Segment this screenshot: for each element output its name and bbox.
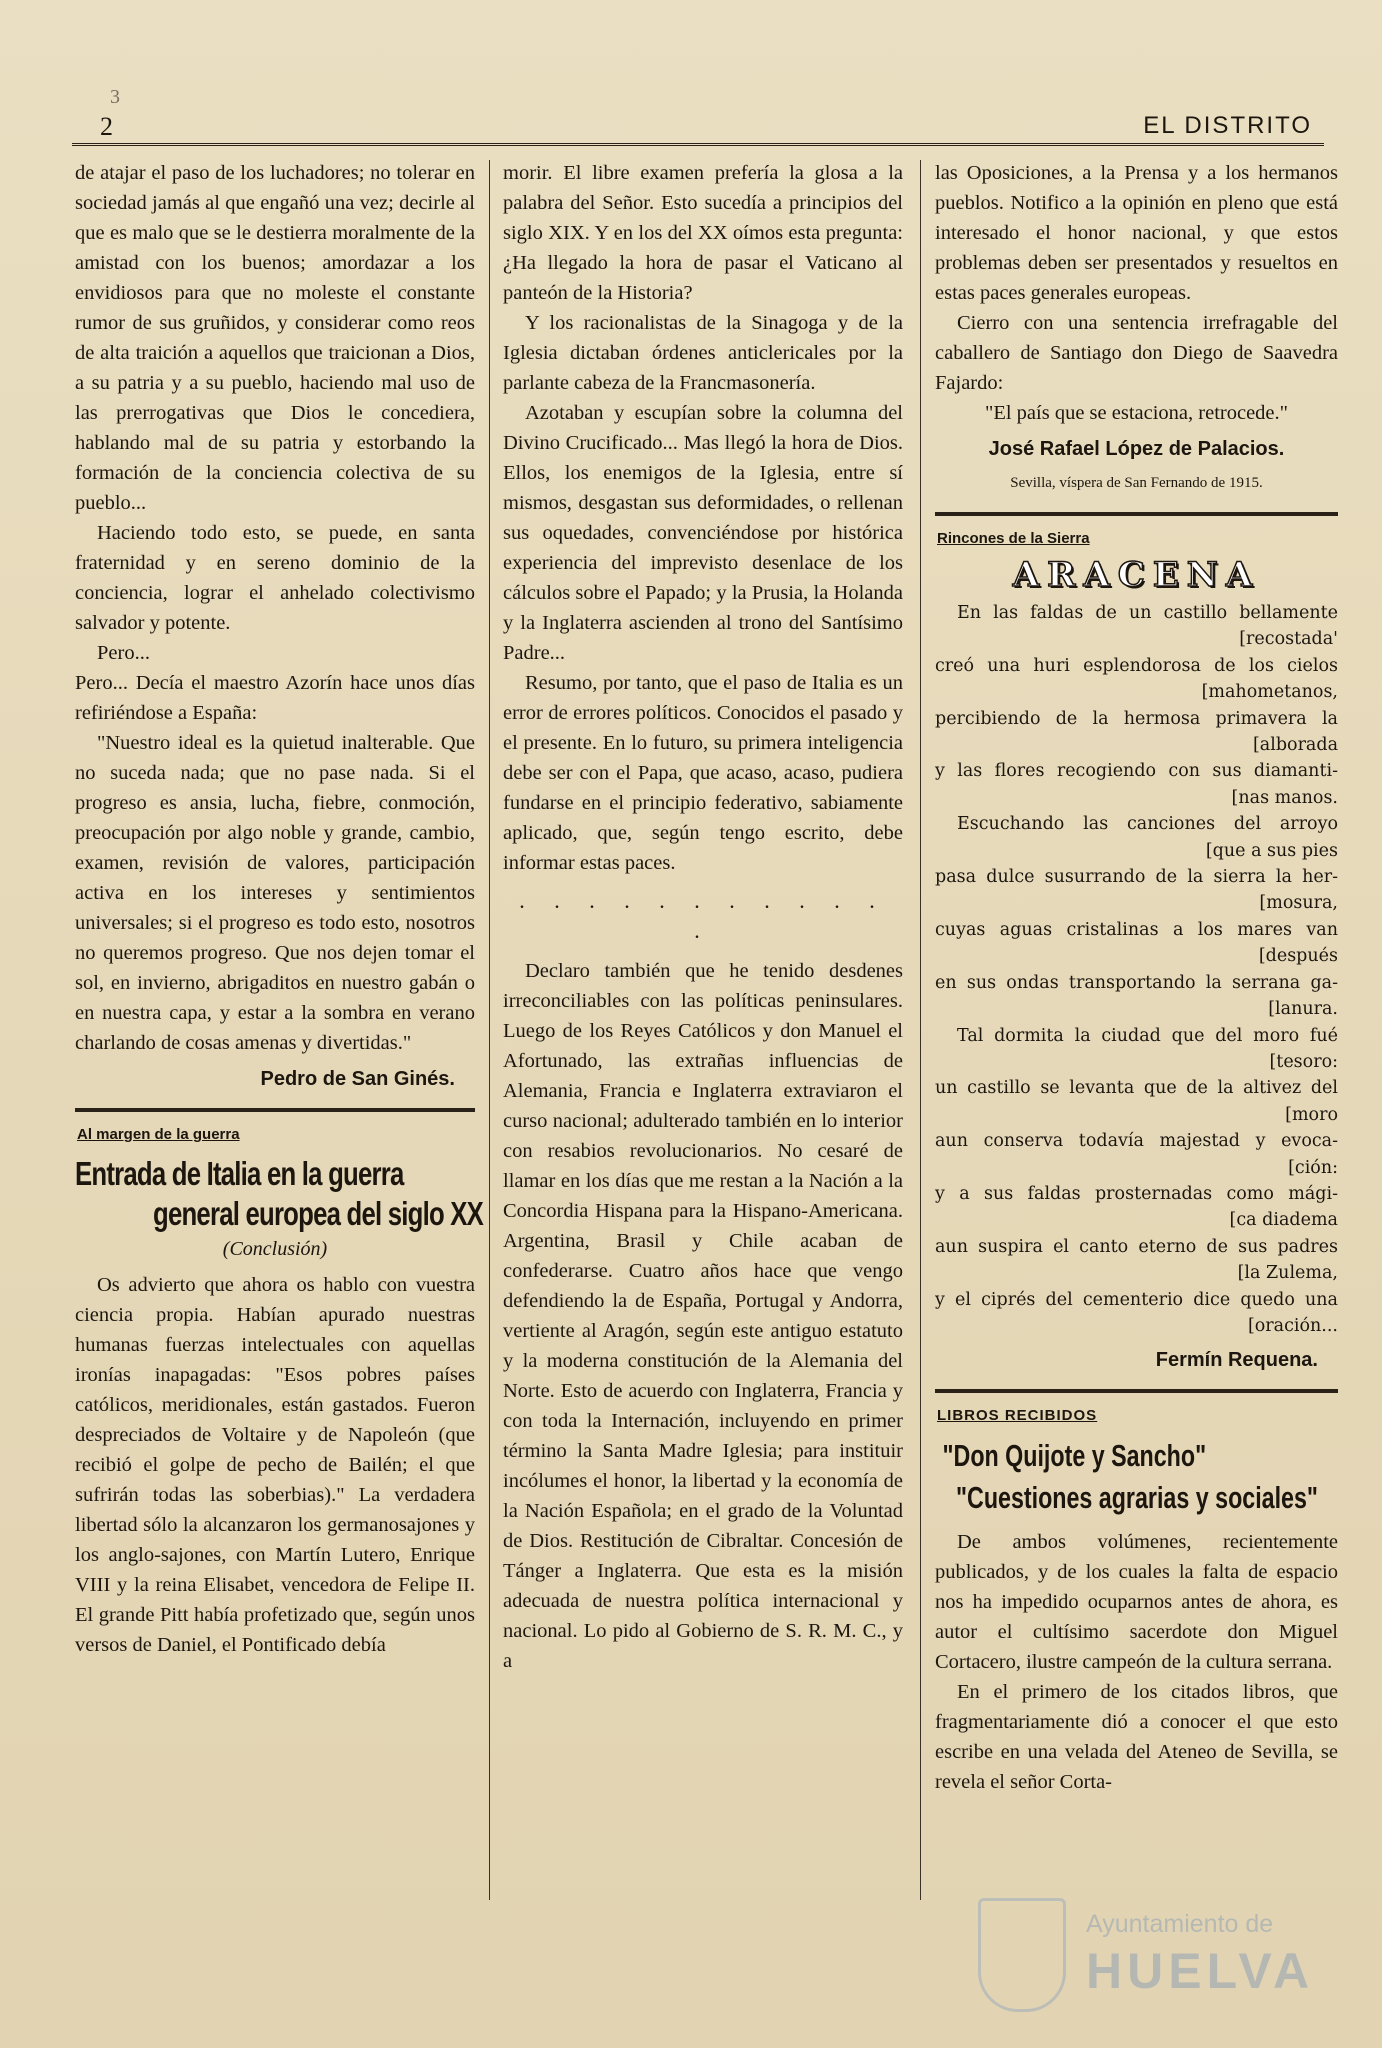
poem-line: Escuchando las canciones del arroyo bbox=[957, 814, 1338, 835]
quote-paragraph: "Nuestro ideal es la quietud inalterable. Que no suceda nada; que no pase nada. Si el progreso es ansia, lucha, fiebre, conmoción, preocupación por algo noble y grande, cambio, examen, revisión de valores, participación activa en los intereses y sentimientos universales; si el progreso es todo esto, nosotros no queremos progreso. Que nos dejen tomar el sol, en invierno, abrigaditos en nuestro gabán o en nuestra capa, y estar a la sombra en verano charlando de cosas amenas y divertidas." bbox=[75, 732, 475, 1054]
poem-line: Tal dormita la ciudad que del moro fué bbox=[957, 1025, 1338, 1046]
poem-line-continuation: [alborada bbox=[1252, 735, 1338, 756]
archive-watermark bbox=[978, 1898, 1315, 2008]
pencil-page-mark: 3 bbox=[110, 86, 120, 108]
poem-line-continuation: [moro bbox=[1285, 1104, 1338, 1125]
poem-line-continuation: [lanura. bbox=[1268, 999, 1338, 1020]
paragraph: Haciendo todo esto, se puede, en santa fraternidad y en sereno dominio de la conciencia, lograr el anhelado colectivismo salvador y potente. bbox=[75, 522, 475, 634]
poem-line-continuation: [ca diadema bbox=[1229, 1210, 1338, 1231]
dotted-separator: . . . . . . . . . . . . bbox=[519, 888, 887, 943]
poem-line: y el ciprés del cementerio dice quedo una bbox=[935, 1289, 1338, 1310]
article-headline-line-2: general europea del siglo XX bbox=[153, 1195, 484, 1232]
section-rule bbox=[935, 512, 1338, 516]
section-kicker: LIBROS RECIBIDOS bbox=[937, 1407, 1098, 1425]
poem-line-continuation: [mahometanos, bbox=[1201, 682, 1338, 703]
column-1 bbox=[75, 158, 484, 1660]
paragraph: Declaro también que he tenido desdenes irreconciliables con las políticas peninsulares. Luego de los Reyes Católicos y don Manuel el Afortunado, las extrañas influencias de Alemania, Francia e Inglaterra extraviaron el curso nacional; adulterado también en lo interior con resabios revolucionarios. No cesaré de llamar en los días que me restan a la Nación a la Concordia Hispana para la Hispano-Americana. Argentina, Brasil y Chile acaban de confederarse. Cuatro años hace que vengo defendiendo la de España, Portugal y Andorra, vertiente al Aragón, según este antiguo estatuto y la moderna constitución de la Alemania del Norte. Esto de acuerdo con Inglaterra, Francia y con toda la Internación, incluyendo en primer término la Santa Madre Iglesia; para instituir incólumes el honor, la libertad y la economía de la Nación Española; en el grado de la Voluntad de Dios. Restitución de Cibraltar. Concesión de Tánger a Inglaterra. Que esta es la misión adecuada de nuestra política internacional y nacional. Lo pido al Gobierno de S. R. M. C., y a bbox=[503, 960, 903, 1672]
page-number: 2 bbox=[100, 112, 113, 141]
dateline: Sevilla, víspera de San Fernando de 1915. bbox=[1010, 475, 1263, 491]
poem-line: y las flores recogiendo con sus diamanti- bbox=[935, 761, 1338, 782]
column-divider-1 bbox=[489, 160, 490, 1900]
poem-line: aun suspira el canto eterno de sus padres bbox=[935, 1236, 1338, 1257]
poem-line: aun conserva todavía majestad y evoca- bbox=[935, 1131, 1338, 1152]
paragraph: Pero... Decía el maestro Azorín hace unos días refiriéndose a España: bbox=[75, 672, 475, 724]
poem-line: percibiendo de la hermosa primavera la bbox=[935, 708, 1338, 729]
paragraph: Os advierto que ahora os hablo con vuestra ciencia propia. Habían apurado nuestras humanas fuerzas intelectuales con aquellas ironías inapagadas: "Esos pobres países católicos, meridionales, están gastados. Fueron despreciados de Voltaire y de Napoleón (que recibió el golpe de pecho de Bailén; el que sufrirán todas las soberbias)." La verdadera libertad sólo la alcanzaron los germanosajones y los anglo-sajones, con Martín Lutero, Enrique VIII y la reina Elisabet, vencedora de Felipe II. El grande Pitt había profetizado que, según unos versos de Daniel, el Pontificado debía bbox=[75, 1274, 475, 1656]
poem-line-continuation: [la Zulema, bbox=[1237, 1263, 1338, 1284]
book-title-1: "Don Quijote y Sancho" bbox=[942, 1438, 1207, 1474]
author-signature: José Rafael López de Palacios. bbox=[988, 438, 1285, 460]
section-rule bbox=[75, 1108, 475, 1112]
watermark-line-1: Ayuntamiento de bbox=[1086, 1910, 1274, 1938]
paragraph: Pero... bbox=[97, 642, 150, 664]
column-divider-2 bbox=[920, 160, 921, 1900]
poem-line: pasa dulce susurrando de la sierra la her- bbox=[935, 867, 1338, 888]
paragraph: las Oposiciones, a la Prensa y a los hermanos pueblos. Notifico a la opinión en pleno que está interesado el honor nacional, y que estos problemas deben ser presentados y resueltos en estas paces generales europeas. bbox=[935, 162, 1338, 304]
poem-title: ARACENA bbox=[1012, 555, 1261, 595]
section-kicker: Al margen de la guerra bbox=[77, 1126, 240, 1143]
paragraph: Azotaban y escupían sobre la columna del Divino Crucificado... Mas llegó la hora de Dios. Ellos, los enemigos de la Iglesia, entre sí mismos, desgastan sus deformidades, o rellenan sus oquedades, convenciéndose por histórica experiencia del imprevisto desenlace de los cálculos sobre el Papado; y la Prusia, la Holanda y la Inglaterra ascienden al trono del Santísimo Padre... bbox=[503, 402, 903, 664]
column-2 bbox=[503, 158, 903, 1676]
paragraph: Cierro con una sentencia irrefragable del caballero de Santiago don Diego de Saavedra Fajardo: bbox=[935, 312, 1338, 394]
paragraph: morir. El libre examen prefería la glosa a la palabra del Señor. Esto sucedía a principios del siglo XIX. Y en los del XX oímos esta pregunta: ¿Ha llegado la hora de pasar el Vaticano al panteón de la Historia? bbox=[503, 162, 903, 304]
paragraph: Resumo, por tanto, que el paso de Italia es un error de errores políticos. Conocidos el pasado y el presente. En lo futuro, su primera inteligencia debe ser con el Papa, que acaso, acaso, pudiera fundarse en el principio federativo, sabiamente aplicado, que, según tengo escrito, debe informar estas paces. bbox=[503, 672, 903, 874]
poem-line-continuation: [oración... bbox=[1247, 1315, 1338, 1336]
section-rule bbox=[935, 1389, 1338, 1393]
poem-line-continuation: [después bbox=[1258, 946, 1338, 967]
poem-line-continuation: [nas manos. bbox=[1231, 787, 1338, 808]
poem-line: un castillo se levanta que de la altivez del bbox=[935, 1078, 1338, 1099]
poem-line: En las faldas de un castillo bellamente bbox=[957, 603, 1338, 623]
masthead: EL DISTRITO bbox=[1143, 112, 1312, 139]
paragraph: En el primero de los citados libros, que fragmentariamente dió a conocer el que esto escribe en una velada del Ateneo de Sevilla, se revela el señor Corta- bbox=[935, 1681, 1338, 1794]
header-rule bbox=[72, 143, 1324, 146]
watermark-line-2: HUELVA bbox=[1086, 1943, 1315, 1999]
poem-line-continuation: [mosura, bbox=[1259, 893, 1338, 914]
poem-line: creó una huri esplendorosa de los cielos bbox=[935, 655, 1338, 676]
crest-icon bbox=[978, 1898, 1066, 2012]
poem bbox=[935, 600, 1338, 1339]
author-signature: Pedro de San Ginés. bbox=[260, 1068, 455, 1090]
section-kicker: Rincones de la Sierra bbox=[937, 530, 1090, 547]
poem-signature: Fermín Requena. bbox=[1155, 1349, 1318, 1372]
quote-line: "El país que se estaciona, retrocede." bbox=[984, 402, 1289, 424]
paragraph: de atajar el paso de los luchadores; no tolerar en sociedad jamás al que engañó una vez; decirle al que es malo que se le destierra moralmente de la amistad con los buenos; amordazar a los envidiosos para que no moleste el constante rumor de sus gruñidos, y considerar como reos de alta traición a aquellos que traicionan a Dios, a su patria y a su pueblo, haciendo mal uso de las prerrogativas que Dios le concediera, hablando mal de su patria y estorbando la formación de la conciencia colectiva de su pueblo... bbox=[75, 162, 475, 514]
poem-line: cuyas aguas cristalinas a los mares van bbox=[935, 919, 1338, 940]
poem-line-continuation: [ción: bbox=[1288, 1157, 1338, 1178]
book-title-2: "Cuestiones agrarias y sociales" bbox=[956, 1480, 1318, 1516]
column-3 bbox=[935, 158, 1338, 1797]
paragraph: Y los racionalistas de la Sinagoga y de la Iglesia dictaban órdenes anticlericales por la parlante cabeza de la Francmasonería. bbox=[503, 312, 903, 394]
article-subhead: (Conclusión) bbox=[222, 1238, 328, 1260]
paragraph: De ambos volúmenes, recientemente publicados, y de los cuales la falta de espacio nos ha impedido ocuparnos antes de ahora, es autor el cultísimo sacerdote don Miguel Cortacero, ilustre campeón de la cultura serrana. bbox=[935, 1531, 1338, 1674]
poem-line-continuation: [tesoro: bbox=[1269, 1051, 1338, 1072]
poem-line: en sus ondas transportando la serrana ga- bbox=[935, 972, 1338, 993]
poem-line: y a sus faldas prosternadas como mági- bbox=[935, 1183, 1338, 1204]
poem-line-continuation: [que a sus pies bbox=[1205, 840, 1338, 861]
poem-line-continuation: [recostada' bbox=[1239, 629, 1338, 650]
article-headline-line-1: Entrada de Italia en la guerra bbox=[75, 1155, 404, 1192]
